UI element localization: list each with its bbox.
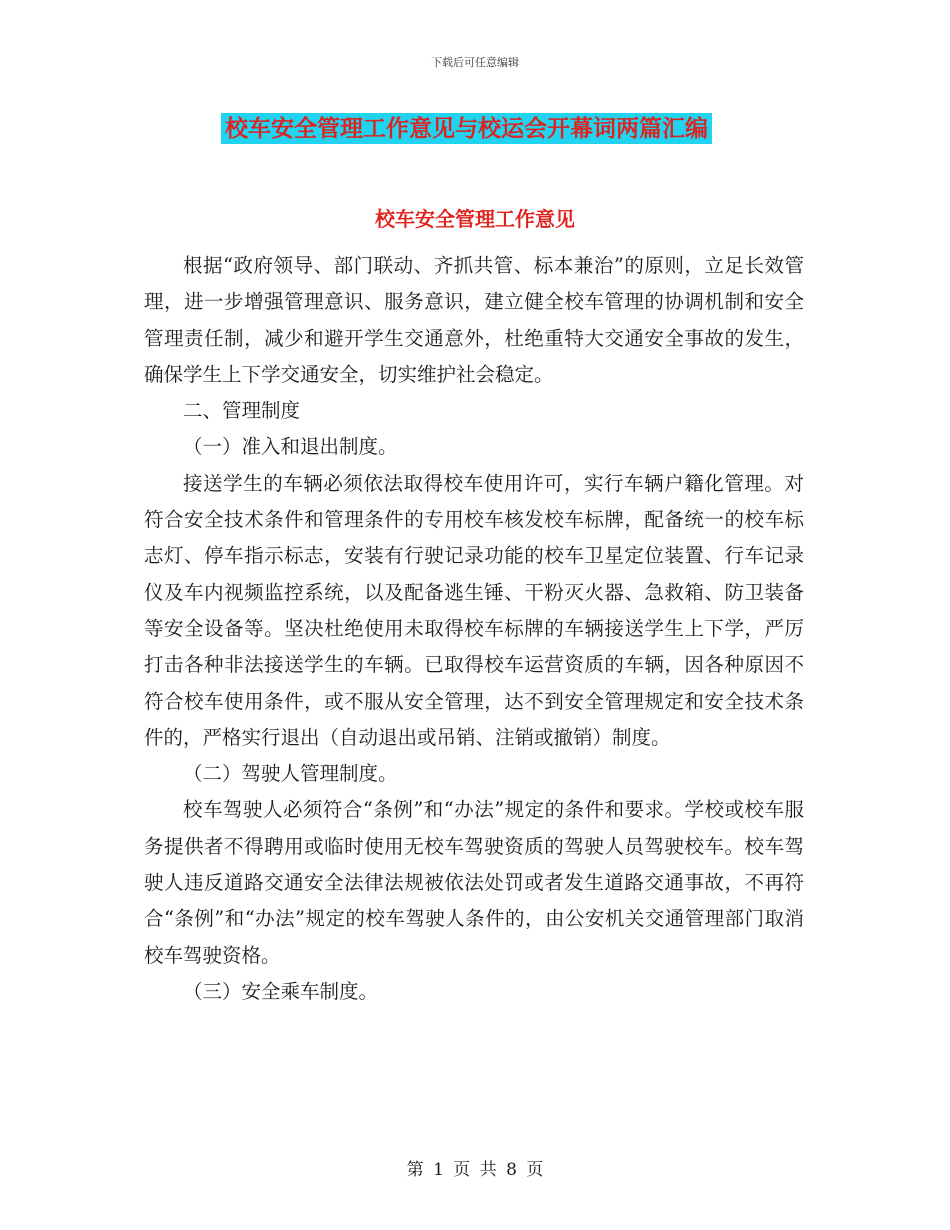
paragraph-driver-management: 校车驾驶人必须符合“条例”和“办法”规定的条件和要求。学校或校车服务提供者不得聘用或临时使用无校车驾驶资质的驾驶人员驾驶校车。校车驾驶人违反道路交通安全法律法规被依法处罚或者发生道路交通事故，不再符合“条例”和“办法”规定的校车驾驶人条件的，由公安机关交通管理部门取消校车驾驶资格。 — [144, 798, 804, 967]
section-title: 校车安全管理工作意见 — [375, 207, 575, 231]
subheading-safe-riding: （三）安全乘车制度。 — [183, 979, 379, 1003]
subheading-driver-management: （二）驾驶人管理制度。 — [183, 762, 398, 786]
subheading-entry-exit: （一）准入和退出制度。 — [183, 435, 398, 459]
page-header-note: 下载后可任意编辑 — [431, 56, 519, 69]
page-number-footer: 第 1 页 共 8 页 — [406, 1160, 544, 1180]
paragraph-entry-exit: 接送学生的车辆必须依法取得校车使用许可，实行车辆户籍化管理。对符合安全技术条件和管理条件的专用校车核发校车标牌，配备统一的校车标志灯、停车指示标志，安装有行驶记录功能的校车卫星定位装置、行车记录仪及车内视频监控系统，以及配备逃生锤、干粉灭火器、急救箱、防卫装备等安全设备等。坚决杜绝使用未取得校车标牌的车辆接送学生上下学，严厉打击各种非法接送学生的车辆。已取得校车运营资质的车辆，因各种原因不符合校车使用条件，或不服从安全管理，达不到安全管理规定和安全技术条件的，严格实行退出（自动退出或吊销、注销或撤销）制度。 — [144, 471, 804, 749]
heading-management-system: 二、管理制度 — [183, 399, 301, 423]
document-body — [144, 248, 804, 1010]
document-title: 校车安全管理工作意见与校运会开幕词两篇汇编 — [221, 113, 712, 144]
paragraph-intro: 根据“政府领导、部门联动、齐抓共管、标本兼治”的原则，立足长效管理，进一步增强管理意识、服务意识，建立健全校车管理的协调机制和安全管理责任制，减少和避开学生交通意外，杜绝重特大交通安全事故的发生，确保学生上下学交通安全，切实维护社会稳定。 — [144, 254, 804, 386]
